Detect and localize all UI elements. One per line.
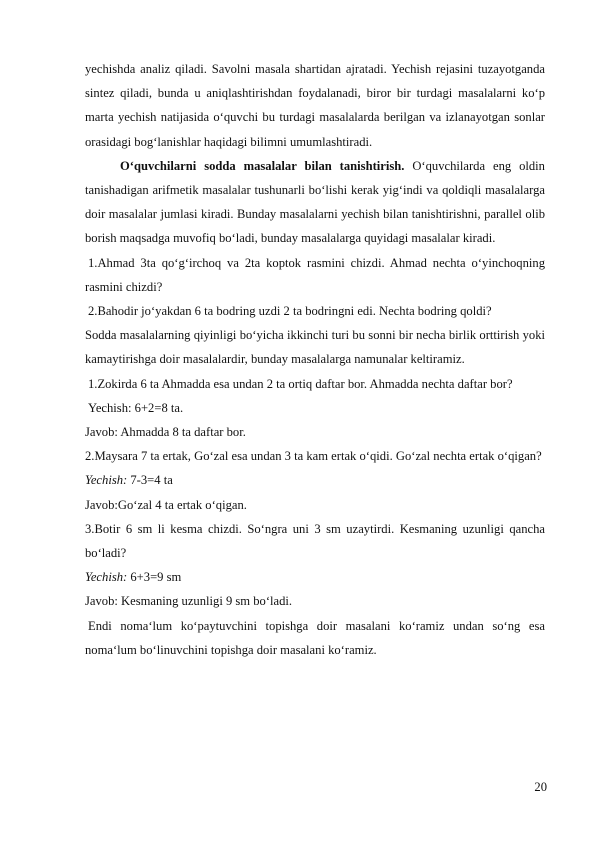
example-3-answer: Javob: Kesmaning uzunligi 9 sm bo‘ladi. [85,594,293,609]
example-1: 1.Zokirda 6 ta Ahmadda esa undan 2 ta ortiq daftar bor. Ahmadda nechta daftar bor? [88,376,513,391]
paragraph-second-type: Sodda masalalarning qiyinligi bo‘yicha ikkinchi turi bu sonni bir necha birlik orttirish yoki kamaytirishga doir masalalardir, bunday masalalarga namunalar keltiramiz. [85,328,545,367]
example-2-answer: Javob:Go‘zal 4 ta ertak o‘qigan. [85,497,247,512]
solution-value: 7-3=4 ta [127,473,173,488]
example-3-solution [85,565,545,589]
example-2-solution [85,468,545,492]
solution-label: Yechish: [85,473,128,488]
problem-2: 2.Bahodir jo‘yakdan 6 ta bodring uzdi 2 ta bodringni edi. Nechta bodring qoldi? [88,304,492,319]
section-heading: O‘quvchilarni sodda masalalar bilan tanishtirish. [120,158,405,173]
page-number: 20 [534,780,547,794]
example-1-solution: Yechish: 6+2=8 ta. [88,400,184,415]
paragraph-closing: Endi noma‘lum ko‘paytuvchini topishga doir masalani ko‘ramiz undan so‘ng esa noma‘lum bo‘linuvchini topishga doir masalani ko‘ramiz. [85,618,545,657]
page-body [85,57,545,662]
example-3: 3.Botir 6 sm li kesma chizdi. So‘ngra uni 3 sm uzaytirdi. Kesmaning uzunligi qancha bo‘ladi? [85,521,545,561]
solution-label: Yechish: [85,570,128,585]
problem-1: 1.Ahmad 3ta qo‘g‘irchoq va 2ta koptok rasmini chizdi. Ahmad nechta o‘yinchoqning rasmini chizdi? [85,255,545,294]
section-text: O‘quvchilarda eng oldin tanishadigan arifmetik masalalar tushunarli bo‘lishi kerak yig‘indi va qoldiqli masalalarga doir masalalar jumlasi kiradi. Bunday masalalarni yechish bilan tanishtirishni, parallel olib borish maqsadga muvofiq bo‘ladi, bunday masalalarga quyidagi masalalar kiradi. [85,158,545,246]
paragraph-section [85,154,545,251]
solution-value: 6+3=9 sm [127,570,182,585]
example-2: 2.Maysara 7 ta ertak, Go‘zal esa undan 3 ta kam ertak o‘qidi. Go‘zal nechta ertak o‘qigan? [85,449,542,464]
paragraph-intro: yechishda analiz qiladi. Savolni masala shartidan ajratadi. Yechish rejasini tuzayotganda sintez qiladi, bunda u aniqlashtirishdan foydalanadi, biror bir turdagi masalalarni ko‘p marta yechish natijasida o‘quvchi bu turdagi masalalarda berilgan va izlanayotgan sonlar orasidagi bog‘lanishlar haqidagi bilimni umumlashtiradi. [85,62,545,149]
example-1-answer: Javob: Ahmadda 8 ta daftar bor. [85,425,246,440]
